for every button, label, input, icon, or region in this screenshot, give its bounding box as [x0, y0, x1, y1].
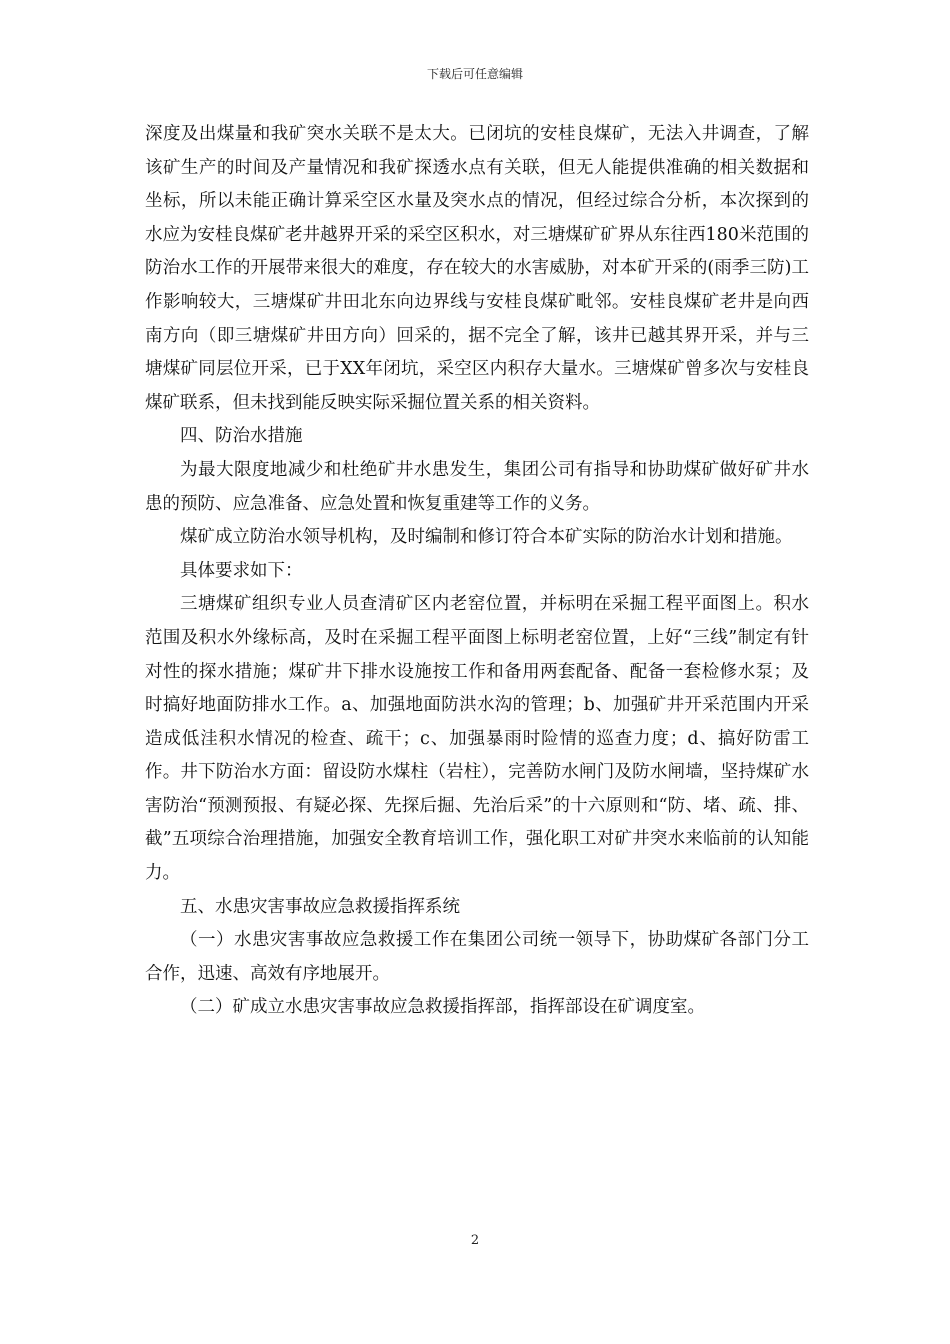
paragraph-2: 为最大限度地减少和杜绝矿井水患发生，集团公司有指导和协助煤矿做好矿井水患的预防、应急准备、应急处置和恢复重建等工作的义务。	[145, 459, 809, 514]
paragraph-1: 深度及出煤量和我矿突水关联不是太大。已闭坑的安桂良煤矿，无法入井调查，了解该矿生产的时间及产量情况和我矿探透水点有关联，但无人能提供准确的相关数据和坐标，所以未能正确计算采空区水量及突水点的情况，但经过综合分析，本次探到的水应为安桂良煤矿老井越界开采的采空区积水，对三塘煤矿矿界从东往西180米范围的防治水工作的开展带来很大的难度，存在较大的水害威胁，对本矿开采的(雨季三防)工作影响较大，三塘煤矿井田北东向边界线与安桂良煤矿毗邻。安桂良煤矿老井是向西南方向（即三塘煤矿井田方向）回采的，据不完全了解，该井已越其界开采，并与三塘煤矿同层位开采，已于XX年闭坑，采空区内积存大量水。三塘煤矿曾多次与安桂良煤矿联系，但未找到能反映实际采掘位置关系的相关资料。	[145, 124, 809, 413]
page-number: 2	[470, 1233, 480, 1248]
paragraph-6: （一）水患灾害事故应急救援工作在集团公司统一领导下，协助煤矿各部门分工合作，迅速、高效有序地展开。	[145, 930, 809, 984]
paragraph-4: 具体要求如下：	[180, 560, 303, 581]
document-body	[145, 118, 809, 1025]
section-heading-4: 四、防治水措施	[180, 426, 303, 447]
paragraph-3: 煤矿成立防治水领导机构，及时编制和修订符合本矿实际的防治水计划和措施。	[180, 527, 793, 548]
page-header: 下载后可任意编辑	[426, 67, 523, 81]
section-heading-5: 五、水患灾害事故应急救援指挥系统	[180, 896, 460, 917]
paragraph-7: （二）矿成立水患灾害事故应急救援指挥部，指挥部设在矿调度室。	[180, 997, 705, 1018]
paragraph-5: 三塘煤矿组织专业人员查清矿区内老窑位置，并标明在采掘工程平面图上。积水范围及积水外缘标高，及时在采掘工程平面图上标明老窑位置，上好“三线”制定有针对性的探水措施；煤矿井下排水设施按工作和备用两套配备、配备一套检修水泵；及时搞好地面防排水工作。a、加强地面防洪水沟的管理；b、加强矿井开采范围内开采造成低洼积水情况的检查、疏干；c、加强暴雨时险情的巡查力度；d、搞好防雷工作。井下防治水方面：留设防水煤柱（岩柱），完善防水闸门及防水闸墙，坚持煤矿水害防治“预测预报、有疑必探、先探后掘、先治后采”的十六原则和“防、堵、疏、排、截”五项综合治理措施，加强安全教育培训工作，强化职工对矿井突水来临前的认知能力。	[145, 594, 809, 884]
